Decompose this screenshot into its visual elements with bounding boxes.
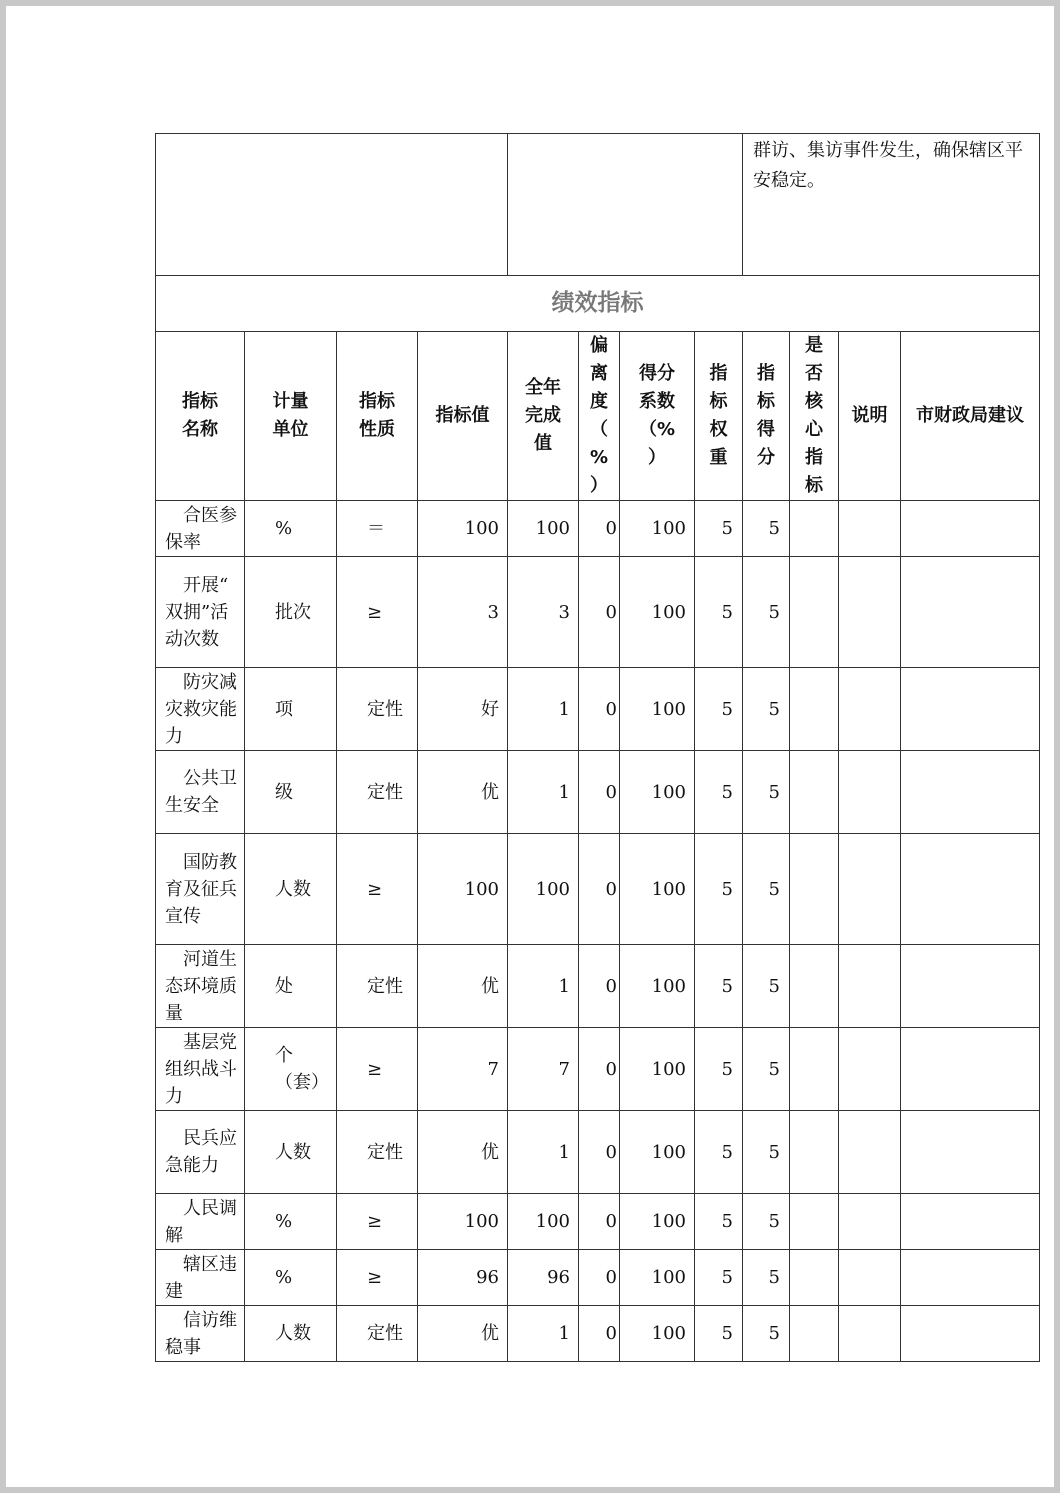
section-row — [156, 276, 1040, 332]
header-suggestion: 市财政局建议 — [901, 332, 1040, 501]
indicator-name-line: 公共卫 — [183, 768, 237, 789]
suggestion-cell — [901, 1306, 1040, 1362]
completed-cell: 96 — [508, 1250, 579, 1306]
deviation-cell: 0 — [579, 1111, 620, 1194]
unit-cell: 项 — [245, 668, 337, 751]
unit-cell: 个（套） — [245, 1028, 337, 1111]
remark-cell — [839, 1028, 901, 1111]
deviation-cell: 0 — [579, 501, 620, 557]
core-cell — [790, 501, 839, 557]
value-cell: 好 — [418, 668, 508, 751]
weight-cell: 5 — [695, 834, 743, 945]
nature-cell: 定性 — [337, 945, 418, 1028]
nature-cell: ≥ — [337, 557, 418, 668]
nature-cell: 定性 — [337, 668, 418, 751]
completed-cell: 1 — [508, 751, 579, 834]
indicator-name — [156, 1306, 245, 1362]
nature-cell: ≥ — [337, 1194, 418, 1250]
unit-cell: 人数 — [245, 1306, 337, 1362]
indicator-name-line: 宣传 — [165, 905, 201, 927]
core-cell — [790, 1250, 839, 1306]
value-cell: 100 — [418, 834, 508, 945]
score-cell: 5 — [743, 751, 790, 834]
indicator-name-line: 力 — [165, 725, 183, 747]
completed-cell: 1 — [508, 668, 579, 751]
remark-cell — [839, 945, 901, 1028]
indicator-name-line: 灾救灾能 — [165, 698, 237, 720]
suggestion-cell — [901, 1028, 1040, 1111]
value-cell: 3 — [418, 557, 508, 668]
coefficient-cell: 100 — [620, 1194, 695, 1250]
indicator-name — [156, 945, 245, 1028]
value-cell: 优 — [418, 1111, 508, 1194]
deviation-cell: 0 — [579, 1194, 620, 1250]
suggestion-cell — [901, 751, 1040, 834]
completed-cell: 100 — [508, 834, 579, 945]
unit-cell: % — [245, 1250, 337, 1306]
indicator-name-line: 保率 — [165, 531, 201, 553]
deviation-cell: 0 — [579, 1250, 620, 1306]
remark-cell — [839, 834, 901, 945]
coefficient-cell: 100 — [620, 1028, 695, 1111]
nature-cell: 定性 — [337, 1111, 418, 1194]
deviation-cell: 0 — [579, 834, 620, 945]
table-row — [156, 1194, 1040, 1250]
core-cell — [790, 1028, 839, 1111]
remark-cell — [839, 501, 901, 557]
core-cell — [790, 668, 839, 751]
score-cell: 5 — [743, 1250, 790, 1306]
indicator-name-line: 建 — [165, 1280, 183, 1302]
empty-cell — [508, 134, 743, 276]
suggestion-cell — [901, 1111, 1040, 1194]
coefficient-cell: 100 — [620, 501, 695, 557]
deviation-cell: 0 — [579, 668, 620, 751]
indicator-name-line: 合医参 — [183, 504, 237, 526]
header-core: 是 否 核 心 指 标 — [790, 332, 839, 501]
score-cell: 5 — [743, 501, 790, 557]
score-cell: 5 — [743, 945, 790, 1028]
suggestion-cell — [901, 501, 1040, 557]
weight-cell: 5 — [695, 1306, 743, 1362]
coefficient-cell: 100 — [620, 751, 695, 834]
weight-cell: 5 — [695, 751, 743, 834]
value-cell: 7 — [418, 1028, 508, 1111]
weight-cell: 5 — [695, 1194, 743, 1250]
indicator-name — [156, 668, 245, 751]
coefficient-cell: 100 — [620, 1306, 695, 1362]
indicator-name-line: 开展“ — [183, 574, 229, 596]
indicator-name-line: 国防教 — [183, 851, 237, 873]
indicator-name-line: 民兵应 — [183, 1128, 237, 1149]
header-name: 指标 名称 — [156, 332, 245, 501]
table-row — [156, 834, 1040, 945]
indicator-name-line: 辖区违 — [183, 1253, 237, 1275]
remark-cell — [839, 1194, 901, 1250]
header-completed: 全年 完成 值 — [508, 332, 579, 501]
value-cell: 100 — [418, 1194, 508, 1250]
table-row — [156, 751, 1040, 834]
indicator-name — [156, 1194, 245, 1250]
indicator-name-line: 信访维 — [183, 1309, 237, 1331]
indicator-name-line: 态环境质 — [165, 975, 237, 997]
indicator-name-line: 力 — [165, 1085, 183, 1107]
score-cell: 5 — [743, 1111, 790, 1194]
weight-cell: 5 — [695, 668, 743, 751]
score-cell: 5 — [743, 668, 790, 751]
table-row — [156, 1028, 1040, 1111]
indicator-name-line: 稳事 — [165, 1336, 201, 1358]
header-value: 指标值 — [418, 332, 508, 501]
completed-cell: 1 — [508, 1111, 579, 1194]
coefficient-cell: 100 — [620, 834, 695, 945]
indicator-name — [156, 1111, 245, 1194]
unit-cell: 人数 — [245, 834, 337, 945]
indicator-name-line: 人民调 — [183, 1197, 237, 1219]
indicator-name-line: 解 — [165, 1224, 183, 1246]
indicator-name-line: 防灾减 — [183, 671, 237, 693]
indicator-name-line: 双拥”活 — [165, 601, 229, 623]
indicator-name-line: 河道生 — [183, 948, 237, 970]
performance-table — [155, 133, 1040, 1362]
header-remark: 说明 — [839, 332, 901, 501]
core-cell — [790, 751, 839, 834]
remark-cell — [839, 1111, 901, 1194]
nature-cell: ≥ — [337, 1028, 418, 1111]
weight-cell: 5 — [695, 945, 743, 1028]
suggestion-cell — [901, 834, 1040, 945]
completed-cell: 100 — [508, 501, 579, 557]
remark-cell — [839, 557, 901, 668]
header-score: 指 标 得 分 — [743, 332, 790, 501]
weight-cell: 5 — [695, 501, 743, 557]
score-cell: 5 — [743, 1306, 790, 1362]
indicator-name-line: 急能力 — [165, 1155, 219, 1176]
table-row — [156, 1306, 1040, 1362]
weight-cell: 5 — [695, 557, 743, 668]
value-cell: 优 — [418, 1306, 508, 1362]
header-nature: 指标 性质 — [337, 332, 418, 501]
nature-cell: ≥ — [337, 1250, 418, 1306]
value-cell: 优 — [418, 751, 508, 834]
header-unit: 计量 单位 — [245, 332, 337, 501]
indicator-name — [156, 751, 245, 834]
deviation-cell: 0 — [579, 1306, 620, 1362]
table-row — [156, 1250, 1040, 1306]
top-continuation-row — [156, 134, 1040, 276]
weight-cell: 5 — [695, 1111, 743, 1194]
deviation-cell: 0 — [579, 1028, 620, 1111]
unit-cell: 处 — [245, 945, 337, 1028]
remark-cell — [839, 1250, 901, 1306]
empty-cell — [156, 134, 508, 276]
nature-cell: ≥ — [337, 834, 418, 945]
indicator-name — [156, 501, 245, 557]
table-row — [156, 668, 1040, 751]
coefficient-cell: 100 — [620, 668, 695, 751]
value-cell: 优 — [418, 945, 508, 1028]
score-cell: 5 — [743, 1194, 790, 1250]
header-deviation: 偏 离 度 （ % ） — [579, 332, 620, 501]
deviation-cell: 0 — [579, 751, 620, 834]
score-cell: 5 — [743, 834, 790, 945]
coefficient-cell: 100 — [620, 1250, 695, 1306]
indicator-name — [156, 557, 245, 668]
table-row — [156, 501, 1040, 557]
core-cell — [790, 945, 839, 1028]
completed-cell: 3 — [508, 557, 579, 668]
nature-cell: 定性 — [337, 751, 418, 834]
core-cell — [790, 1194, 839, 1250]
weight-cell: 5 — [695, 1028, 743, 1111]
suggestion-cell — [901, 668, 1040, 751]
indicator-name-line: 生安全 — [165, 795, 219, 816]
core-cell — [790, 557, 839, 668]
suggestion-cell — [901, 945, 1040, 1028]
remark-cell — [839, 751, 901, 834]
score-cell: 5 — [743, 557, 790, 668]
nature-cell: ＝ — [337, 501, 418, 557]
completed-cell: 1 — [508, 1306, 579, 1362]
unit-cell: 级 — [245, 751, 337, 834]
weight-cell: 5 — [695, 1250, 743, 1306]
top-note: 群访、集访事件发生，确保辖区平安稳定。 — [743, 134, 1040, 276]
suggestion-cell — [901, 1250, 1040, 1306]
core-cell — [790, 1111, 839, 1194]
unit-cell: 人数 — [245, 1111, 337, 1194]
value-cell: 100 — [418, 501, 508, 557]
deviation-cell: 0 — [579, 557, 620, 668]
indicator-name-line: 育及征兵 — [165, 878, 237, 900]
core-cell — [790, 834, 839, 945]
section-title: 绩效指标 — [156, 276, 1040, 332]
indicator-name-line: 动次数 — [165, 628, 219, 650]
indicator-name-line: 量 — [165, 1002, 183, 1024]
nature-cell: 定性 — [337, 1306, 418, 1362]
indicator-name-line: 基层党 — [183, 1031, 237, 1053]
indicator-name-line: 组织战斗 — [165, 1058, 237, 1080]
unit-cell: 批次 — [245, 557, 337, 668]
indicator-name — [156, 1250, 245, 1306]
score-cell: 5 — [743, 1028, 790, 1111]
remark-cell — [839, 668, 901, 751]
coefficient-cell: 100 — [620, 557, 695, 668]
unit-cell: % — [245, 1194, 337, 1250]
completed-cell: 7 — [508, 1028, 579, 1111]
suggestion-cell — [901, 1194, 1040, 1250]
header-weight: 指 标 权 重 — [695, 332, 743, 501]
indicator-name — [156, 1028, 245, 1111]
header-row — [156, 332, 1040, 501]
completed-cell: 100 — [508, 1194, 579, 1250]
header-coefficient: 得分 系数 （% ） — [620, 332, 695, 501]
coefficient-cell: 100 — [620, 945, 695, 1028]
value-cell: 96 — [418, 1250, 508, 1306]
completed-cell: 1 — [508, 945, 579, 1028]
indicator-name — [156, 834, 245, 945]
core-cell — [790, 1306, 839, 1362]
deviation-cell: 0 — [579, 945, 620, 1028]
remark-cell — [839, 1306, 901, 1362]
table-row — [156, 1111, 1040, 1194]
unit-cell: % — [245, 501, 337, 557]
table-row — [156, 945, 1040, 1028]
document-page — [6, 6, 1054, 1487]
suggestion-cell — [901, 557, 1040, 668]
coefficient-cell: 100 — [620, 1111, 695, 1194]
table-row — [156, 557, 1040, 668]
